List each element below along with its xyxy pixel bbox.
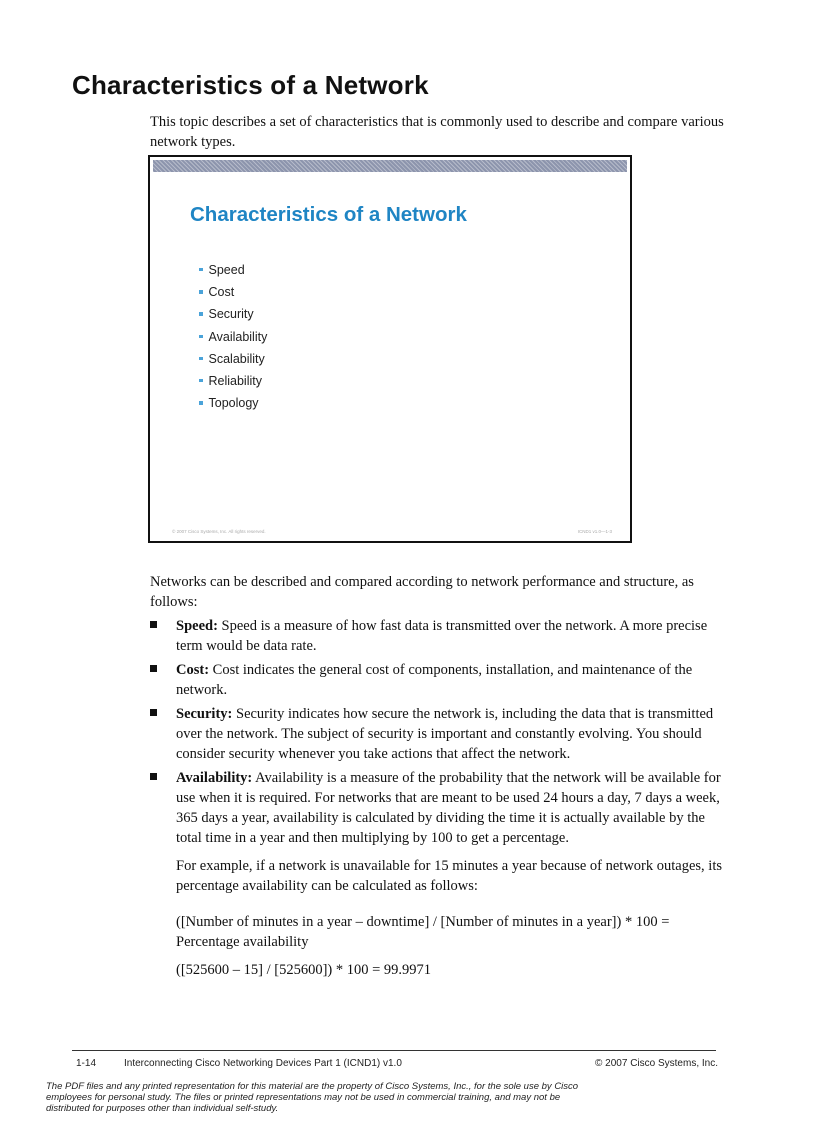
bullet-square-icon (199, 268, 203, 272)
disclaimer-text: The PDF files and any printed representation for this material are the property of Cisco Systems, Inc., for the sole use by Cisco employees for personal study. The files or printed representations may not be used in commercial training, and may not be distributed for purposes other than individual self-study. (46, 1081, 579, 1114)
slide-item-availability: Availability (199, 326, 267, 348)
page-heading: Characteristics of a Network (72, 70, 429, 100)
slide-item-cost: Cost (199, 281, 267, 303)
bullet-term: Security: (176, 706, 233, 722)
slide-figure (148, 155, 632, 543)
bullet-text: Availability is a measure of the probability that the network will be available for use when it is required. For networks that are meant to be used 24 hours a day, 7 days a week, 365 days a year, availability is calculated by dividing the time it is actually available by the total time in a year and then multiplying by 100 to get a percentage. (176, 770, 721, 846)
bullet-square-icon (199, 379, 203, 383)
formula-paragraph: ([Number of minutes in a year – downtime] / [Number of minutes in a year]) * 100 = Percentage availability (176, 914, 670, 950)
intro-paragraph: This topic describes a set of characteristics that is commonly used to describe and compare various network types. (150, 114, 724, 150)
calculation-paragraph: ([525600 – 15] / [525600]) * 100 = 99.9971 (176, 962, 432, 978)
bullet-text: Cost indicates the general cost of components, installation, and maintenance of the network. (176, 662, 693, 698)
slide-title: Characteristics of a Network (190, 203, 467, 226)
bullet-square-icon (199, 290, 203, 294)
footer-course-title: Interconnecting Cisco Networking Devices Part 1 (ICND1) v1.0 (124, 1058, 402, 1069)
bullet-term: Cost: (176, 662, 210, 678)
slide-item-speed: Speed (199, 259, 267, 281)
bullet-text: Security indicates how secure the network is, including the data that is transmitted over the network. The subject of security is important and constantly evolving. You should consider security whenever you take actions that affect the network. (176, 706, 714, 762)
slide-item-security: Security (199, 303, 267, 325)
bullet-icon (150, 709, 157, 716)
slide-code: ICND1 v1.0—1-3 (577, 529, 612, 534)
slide-item-reliability: Reliability (199, 370, 267, 392)
slide-item-topology: Topology (199, 392, 267, 414)
footer-rule (72, 1050, 716, 1051)
bullet-square-icon (199, 312, 203, 316)
bullet-square-icon (199, 401, 203, 405)
slide-header-bar (153, 160, 627, 172)
bullet-icon (150, 773, 157, 780)
bullet-square-icon (199, 357, 203, 361)
example-paragraph: For example, if a network is unavailable for 15 minutes a year because of network outages, its percentage availability can be calculated as follows: (176, 858, 722, 894)
slide-bullet-list (199, 259, 267, 414)
footer-page-number: 1-14 (76, 1058, 97, 1069)
lead-paragraph: Networks can be described and compared according to network performance and structure, as follows: (150, 574, 694, 610)
footer-copyright: © 2007 Cisco Systems, Inc. (595, 1058, 718, 1069)
slide-item-scalability: Scalability (199, 348, 267, 370)
bullet-square-icon (199, 335, 203, 339)
bullet-term: Availability: (176, 770, 253, 786)
bullet-icon (150, 621, 157, 628)
bullet-text: Speed is a measure of how fast data is transmitted over the network. A more precise term would be data rate. (176, 618, 708, 654)
bullet-icon (150, 665, 157, 672)
slide-copyright: © 2007 Cisco Systems, Inc. All rights reserved. (172, 529, 266, 534)
bullet-term: Speed: (176, 618, 218, 634)
